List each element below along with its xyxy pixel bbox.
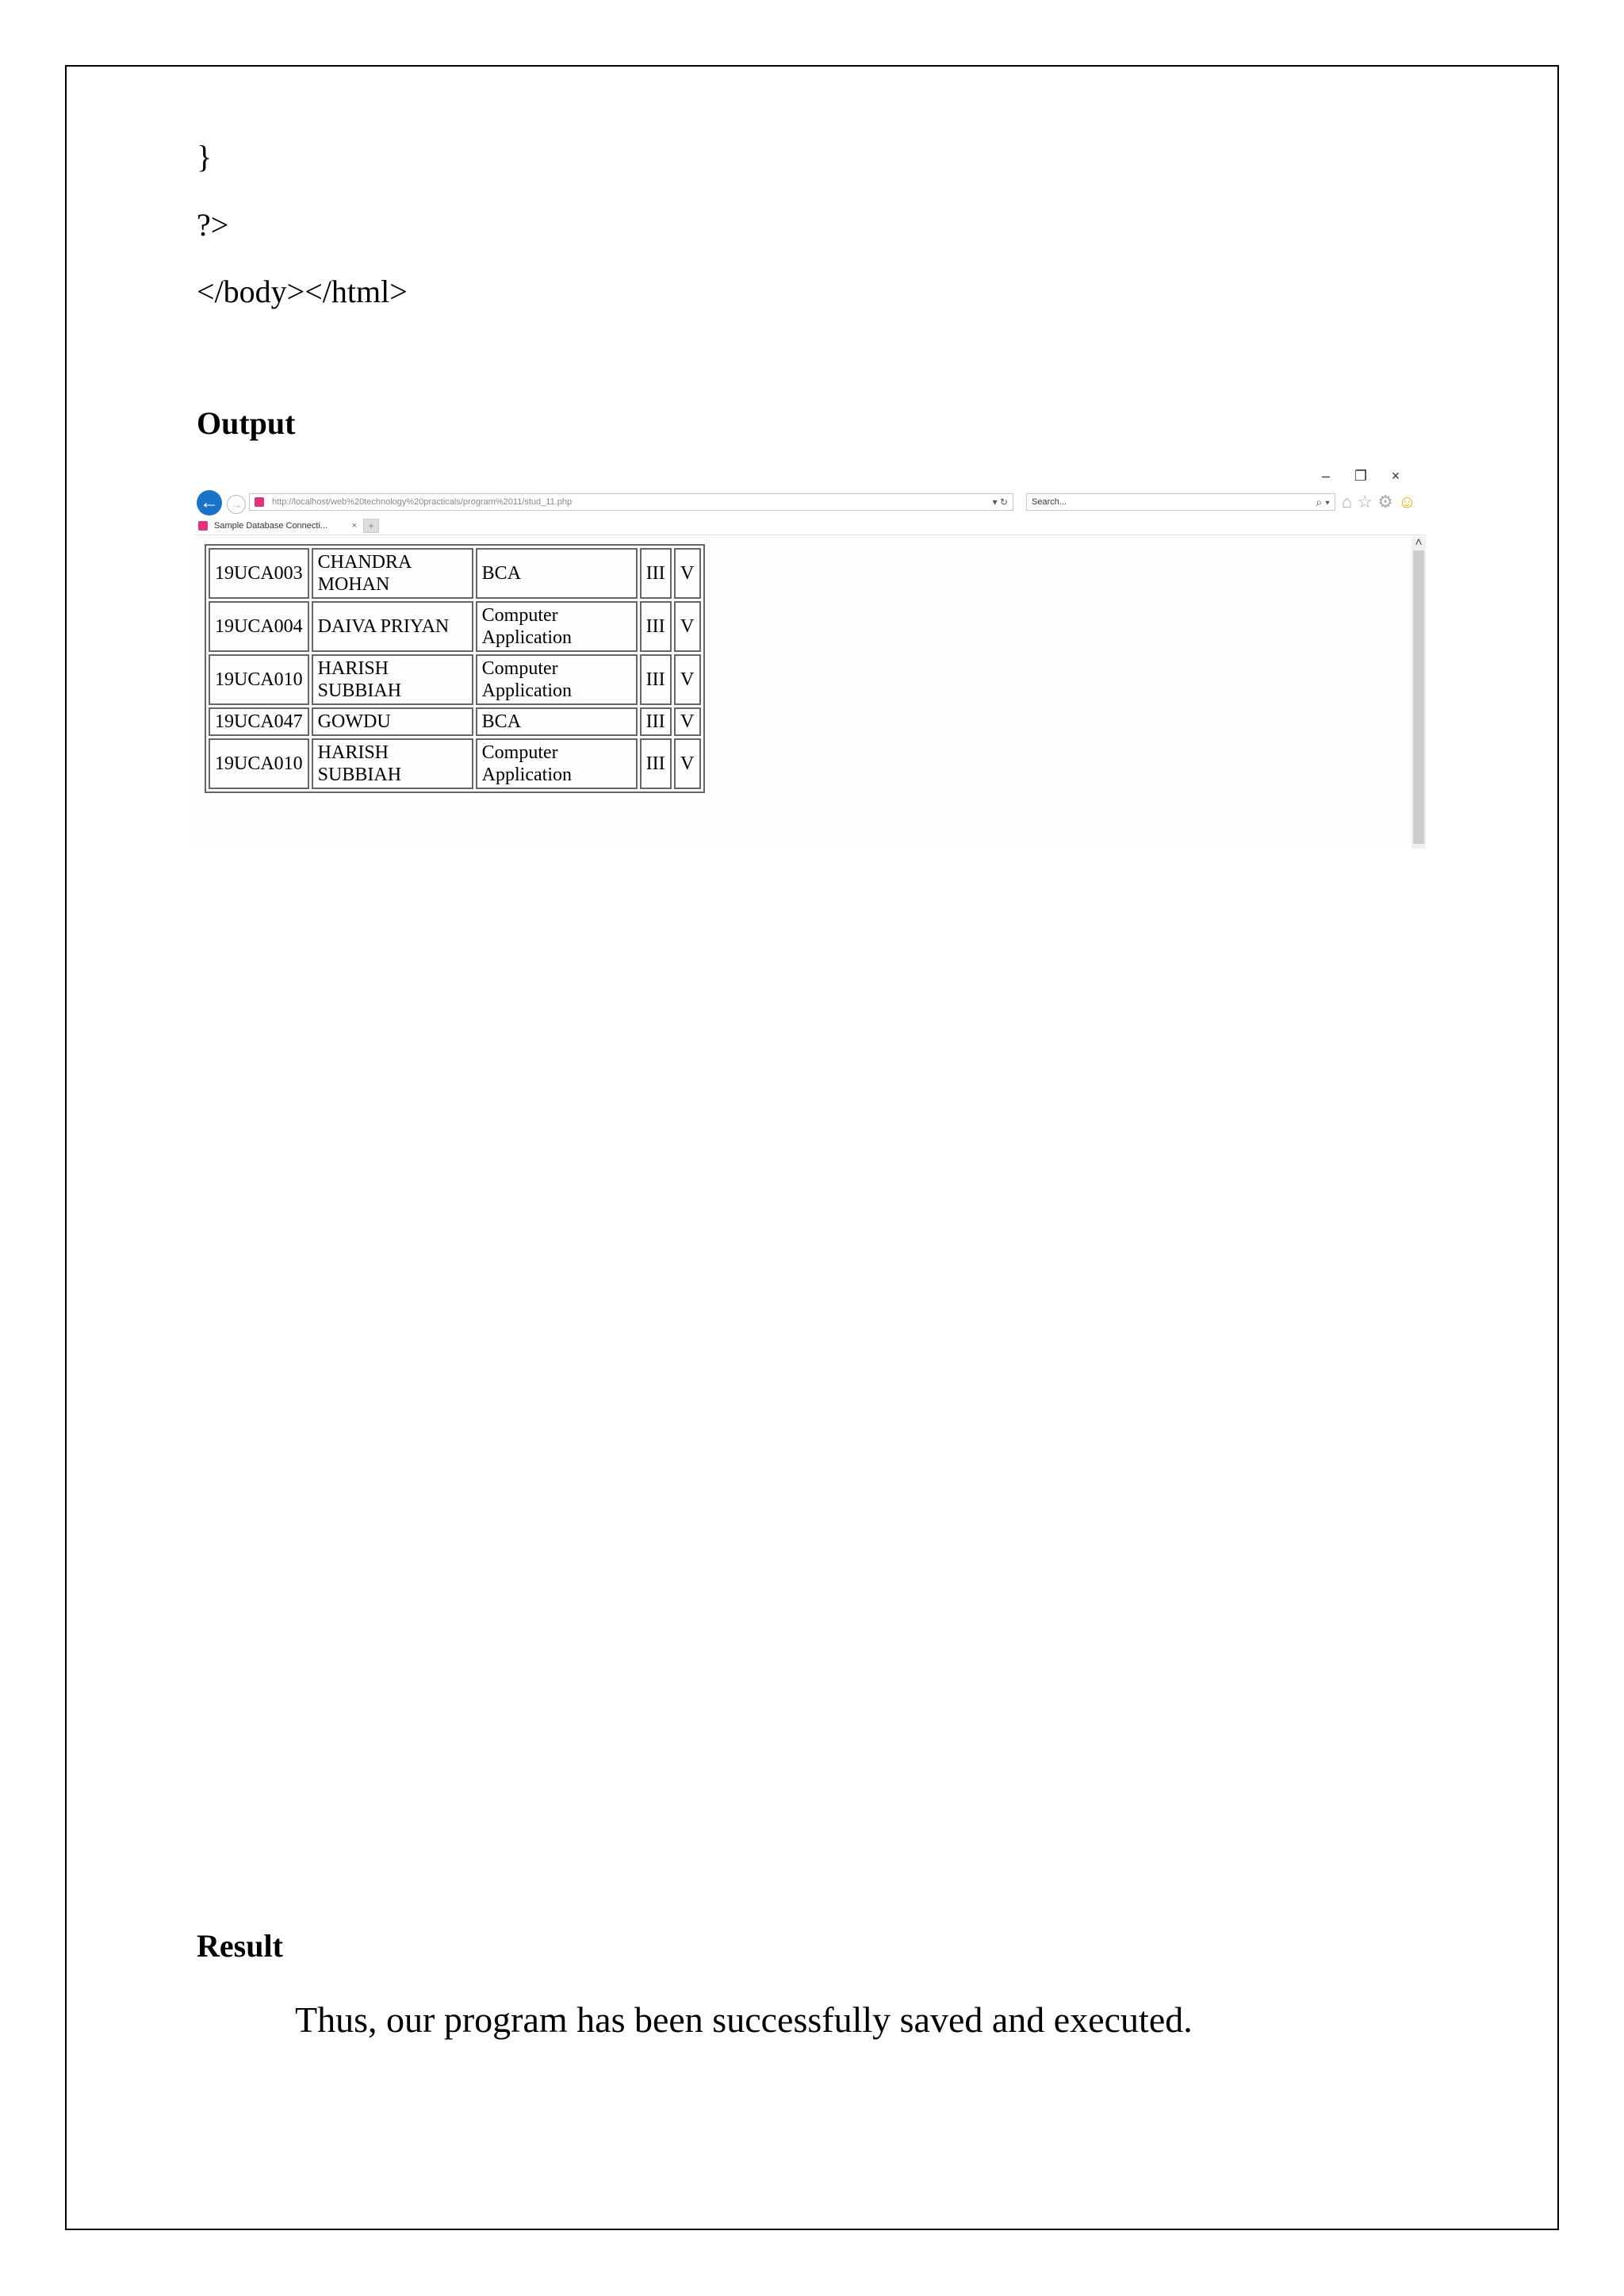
cell-year: III [640, 601, 672, 652]
cell-year: III [640, 738, 672, 789]
toolbar-icons [1342, 492, 1416, 512]
table-row [209, 707, 701, 736]
cell-year: III [640, 548, 672, 599]
close-button[interactable]: × [1391, 468, 1400, 484]
home-icon[interactable]: ⌂ [1342, 492, 1353, 512]
navigation-bar [195, 489, 1426, 516]
minimize-button[interactable]: – [1321, 468, 1330, 484]
cell-year: III [640, 654, 672, 705]
search-input[interactable] [1026, 493, 1335, 511]
cell-sem: V [674, 548, 701, 599]
cell-name: GOWDU [312, 707, 473, 736]
dropdown-icon[interactable]: ▾ [992, 496, 998, 508]
table-row [209, 601, 701, 652]
output-heading: Output [197, 405, 296, 441]
cell-name: HARISH SUBBIAH [312, 738, 473, 789]
page-content [195, 536, 1426, 849]
cell-dept: Computer Application [476, 601, 638, 652]
search-placeholder: Search... [1032, 497, 1067, 507]
browser-screenshot [195, 468, 1426, 849]
tab-favicon-icon [198, 521, 208, 531]
tab-close-icon[interactable]: × [351, 521, 357, 531]
tab-title: Sample Database Connecti... [214, 521, 328, 531]
cell-name: DAIVA PRIYAN [312, 601, 473, 652]
cell-sem: V [674, 738, 701, 789]
cell-dept: Computer Application [476, 738, 638, 789]
cell-name: HARISH SUBBIAH [312, 654, 473, 705]
vertical-scrollbar[interactable] [1411, 536, 1426, 849]
site-favicon-icon [255, 497, 264, 507]
scroll-thumb[interactable] [1413, 550, 1424, 844]
feedback-smiley-icon[interactable]: ☺ [1398, 492, 1416, 512]
table-row [209, 654, 701, 705]
result-text: Thus, our program has been successfully saved and executed. [295, 1999, 1193, 2040]
back-arrow-icon[interactable]: ← [197, 490, 222, 516]
settings-gear-icon[interactable]: ⚙ [1377, 492, 1394, 512]
result-heading: Result [197, 1928, 283, 1964]
cell-year: III [640, 707, 672, 736]
code-line-2: ?> [197, 207, 229, 243]
address-bar[interactable] [249, 493, 1013, 511]
cell-id: 19UCA003 [209, 548, 309, 599]
table-row [209, 548, 701, 599]
search-icon[interactable]: ⌕ [1316, 496, 1323, 508]
cell-id: 19UCA010 [209, 654, 309, 705]
cell-name: CHANDRA MOHAN [312, 548, 473, 599]
cell-sem: V [674, 601, 701, 652]
refresh-icon[interactable]: ↻ [999, 496, 1008, 508]
cell-sem: V [674, 707, 701, 736]
cell-dept: BCA [476, 548, 638, 599]
cell-id: 19UCA010 [209, 738, 309, 789]
table-row [209, 738, 701, 789]
students-table [205, 544, 705, 793]
browser-tab[interactable] [195, 517, 362, 535]
window-controls [1308, 468, 1413, 485]
page-border [65, 65, 1559, 2230]
tab-strip [195, 517, 1426, 535]
cell-dept: BCA [476, 707, 638, 736]
restore-button[interactable]: ❐ [1354, 468, 1368, 484]
favorites-star-icon[interactable]: ☆ [1357, 492, 1373, 512]
forward-arrow-icon[interactable]: → [227, 495, 246, 514]
new-tab-button[interactable]: + [363, 519, 379, 533]
code-line-1: } [197, 139, 213, 174]
cell-id: 19UCA004 [209, 601, 309, 652]
cell-sem: V [674, 654, 701, 705]
scroll-up-icon[interactable]: ˄ [1415, 536, 1423, 550]
cell-dept: Computer Application [476, 654, 638, 705]
search-dropdown-icon[interactable]: ▾ [1325, 496, 1330, 508]
address-url: http://localhost/web%20technology%20practicals/program%2011/stud_11.php [272, 497, 573, 507]
cell-id: 19UCA047 [209, 707, 309, 736]
code-line-3: </body></html> [197, 274, 408, 309]
